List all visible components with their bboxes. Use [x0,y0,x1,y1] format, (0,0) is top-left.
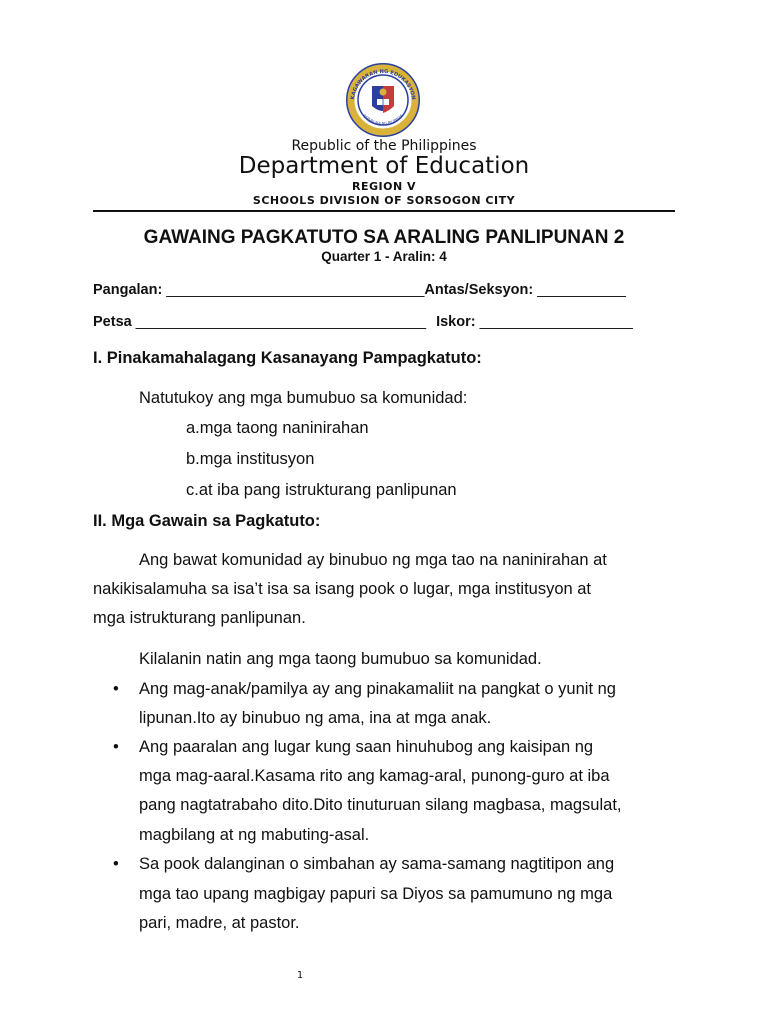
competency-item: c.at iba pang istrukturang panlipunan [186,481,457,499]
section-blank[interactable]: ___________ [537,282,626,298]
seal-bottom-text: REPUBLIKA NG PILIPINAS [362,113,404,126]
seal-ring-text: KAGAWARAN NG EDUKASYON [350,68,416,101]
lead-text: Kilalanin natin ang mga taong bumubuo sa komunidad. [139,650,542,668]
name-section-row [93,282,626,298]
region-text: REGION V [351,180,416,193]
bullet-line: mga mag-aaral.Kasama rito ang kamag-aral, punong-guro at iba [139,767,610,785]
score-label: Iskor: [436,314,476,330]
document-title: GAWAING PAGKATUTO SA ARALING PANLIPUNAN 2 [143,227,625,248]
date-score-row [93,314,633,330]
section-2-heading: II. Mga Gawain sa Pagkatuto: [93,512,321,530]
bullet-icon: • [113,680,119,698]
competency-intro: Natutukoy ang mga bumubuo sa komunidad: [139,389,468,407]
deped-seal-icon [339,62,427,138]
paragraph-line: nakikisalamuha sa isa’t isa sa isang pook o lugar, mga institusyon at [93,580,592,598]
bullet-line: Ang mag-anak/pamilya ay ang pinakamaliit na pangkat o yunit ng [139,680,616,698]
section-1-heading: I. Pinakamahalagang Kasanayang Pampagkatuto: [93,349,482,367]
competency-item: b.mga institusyon [186,450,315,468]
competency-item: a.mga taong naninirahan [186,419,369,437]
paragraph-line: Ang bawat komunidad ay binubuo ng mga tao na naninirahan at [139,551,607,569]
bullet-line: pari, madre, at pastor. [139,914,300,932]
bullet-line: magbilang at ng mabuting-asal. [139,826,370,844]
score-blank[interactable]: ___________________ [479,314,633,330]
bullet-line: mga tao upang magbigay papuri sa Diyos sa pamumuno ng mga [139,885,613,903]
section-label: Antas/Seksyon: [424,282,534,298]
document-subtitle: Quarter 1 - Aralin: 4 [321,249,447,264]
name-label: Pangalan: [93,282,163,298]
division-text: SCHOOLS DIVISION OF SORSOGON CITY [252,194,516,207]
bullet-icon: • [113,738,119,756]
bullet-line: lipunan.Ito ay binubuo ng ama, ina at mga anak. [139,709,492,727]
bullet-line: pang nagtatrabaho dito.Dito tinuturuan silang magbasa, magsulat, [139,796,622,814]
bullet-line: Sa pook dalanginan o simbahan ay sama-samang nagtitipon ang [139,855,615,873]
department-title: Department of Education [238,153,530,179]
paragraph-line: mga istrukturang panlipunan. [93,609,306,627]
date-label: Petsa [93,314,132,330]
page-number: 1 [296,970,304,981]
header-divider [93,210,675,212]
republic-text: Republic of the Philippines [291,138,477,154]
date-blank[interactable]: ____________________________________ [135,314,427,330]
bullet-line: Ang paaralan ang lugar kung saan hinuhubog ang kaisipan ng [139,738,594,756]
name-blank[interactable]: ________________________________ [166,282,425,298]
bullet-icon: • [113,855,119,873]
